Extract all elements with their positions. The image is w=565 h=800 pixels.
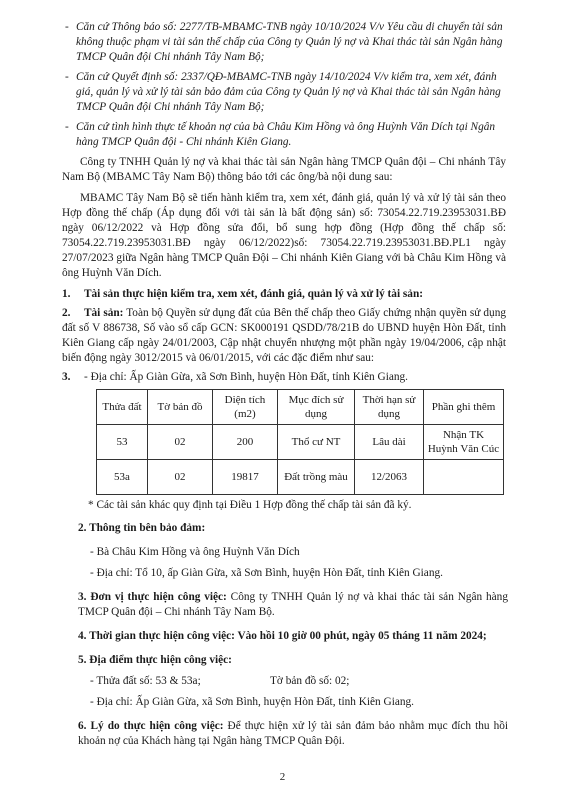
intro-paragraph: MBAMC Tây Nam Bộ sẽ tiến hành kiểm tra, xem xét, đánh giá, quản lý và xử lý tài sản theo Hợp đồng thế chấp (Áp dụng đối với tài sản là bất động sản) số: 73054.22.719.23953031.BĐ ngày 06/12/2022 và Hợp đồng sửa đổi, bổ sung hợp đồng (Hợp đồng thế chấp số: 73054.22.719.23953031.BĐ ngày 06/12/2022)số: 73054.22.719.23953031.BĐ.PL1 ngày 27/07/2023 giữa Ngân hàng TMCP Quân Đội – Chi nhánh Kiên Giang với bà Châu Kim Hồng và ông Huỳnh Văn Dích.	[62, 192, 506, 279]
guarantor-address: - Địa chỉ: Tổ 10, ấp Giàn Gừa, xã Sơn Bình, huyện Hòn Đất, tỉnh Kiên Giang.	[90, 567, 443, 579]
table-cell: 53	[97, 425, 148, 460]
table-row	[97, 425, 504, 460]
table-cell: 12/2063	[355, 460, 424, 495]
table-cell: 200	[213, 425, 278, 460]
legal-basis-item: - Căn cứ Thông báo số: 2277/TB-MBAMC-TNB ngày 10/10/2024 V/v Yêu cầu di chuyển tài sản không thuộc phạm vi tài sản thế chấp của Công ty Quản lý nợ và Khai thác tài sản Ngân hàng TMCP Quân đội Chi nhánh Tây Nam Bộ;	[65, 21, 503, 63]
location-address: - Địa chỉ: Ấp Giàn Gừa, xã Sơn Bình, huyện Hòn Đất, tỉnh Kiên Giang.	[90, 696, 414, 708]
legal-basis-item: - Căn cứ Quyết định số: 2337/QĐ-MBAMC-TNB ngày 14/10/2024 V/v kiểm tra, xem xét, đánh giá, quản lý và xử lý tài sản bảo đảm của Công ty Quản lý nợ và Khai thác tài sản Ngân hàng TMCP Quân đội Chi nhánh Tây Nam Bộ;	[65, 71, 501, 113]
table-header: Thời hạn sử dụng	[355, 390, 424, 425]
section-2-asset: 2. Tài sản: Toàn bộ Quyền sử dụng đất của Bên thế chấp theo Giấy chứng nhận quyền sử dụng đất số V 886738, Số vào sổ cấp GCN: SK000191 QSDD/78/21B do UBND huyện Hòn Đất, tỉnh Kiên Giang cấp ngày 24/01/2003, Cập nhật chuyển nhượng một phần ngày 19/04/2006, cập nhật biến động ngày 3012/2015 và 06/01/2015, với các đặc điểm như sau:	[62, 307, 506, 364]
section-4-time: 4. Thời gian thực hiện công việc: Vào hồi 10 giờ 00 phút, ngày 05 tháng 11 năm 2024;	[78, 630, 487, 642]
section-5-location: 5. Địa điểm thực hiện công việc:	[78, 654, 232, 666]
table-cell	[424, 460, 504, 495]
table-cell: Nhận TK Huỳnh Văn Cúc	[424, 425, 504, 460]
page-number: 2	[279, 771, 286, 783]
guarantor-name: - Bà Châu Kim Hồng và ông Huỳnh Văn Dích	[90, 546, 300, 558]
table-cell: 19817	[213, 460, 278, 495]
table-note: * Các tài sản khác quy định tại Điều 1 Hợp đồng thế chấp tài sản đã ký.	[88, 499, 412, 511]
table-cell: Đất trồng màu	[278, 460, 355, 495]
table-row	[97, 460, 504, 495]
section-3-address: 3. - Địa chỉ: Ấp Giàn Gừa, xã Sơn Bình, huyện Hòn Đất, tỉnh Kiên Giang.	[62, 371, 408, 383]
legal-basis-item: - Căn cứ tình hình thực tế khoản nợ của bà Châu Kim Hồng và ông Huỳnh Văn Dích tại Ngân hàng TMCP Quân đội - Chi nhánh Kiên Giang.	[65, 121, 496, 148]
section-6-reason: 6. Lý do thực hiện công việc: Để thực hiện xử lý tài sản đảm bảo nhằm mục đích thu hồi khoản nợ của Khách hàng tại Ngân hàng TMCP Quân Đội.	[78, 720, 508, 747]
table-header: Tờ bản đồ	[148, 390, 213, 425]
section-3-executor: 3. Đơn vị thực hiện công việc: Công ty TNHH Quản lý nợ và khai thác tài sản Ngân hàng TMCP Quân đội – Chi nhánh Tây Nam Bộ.	[78, 591, 508, 618]
table-header: Thửa đất	[97, 390, 148, 425]
table-cell: 02	[148, 425, 213, 460]
land-parcel-table	[96, 389, 504, 495]
section-2-guarantor: 2. Thông tin bên bảo đảm:	[78, 522, 206, 534]
table-header-row	[97, 390, 504, 425]
intro-paragraph: Công ty TNHH Quản lý nợ và khai thác tài sản Ngân hàng TMCP Quân đội – Chi nhánh Tây Nam Bộ (MBAMC Tây Nam Bộ) thông báo tới các ông/bà nội dung sau:	[62, 156, 506, 183]
table-cell: Lâu dài	[355, 425, 424, 460]
parcel-info: - Thửa đất số: 53 & 53a; Tờ bản đồ số: 02;	[90, 675, 350, 687]
table-header: Phần ghi thêm	[424, 390, 504, 425]
table-cell: Thổ cư NT	[278, 425, 355, 460]
table-cell: 53a	[97, 460, 148, 495]
table-header: Diện tích (m2)	[213, 390, 278, 425]
section-1-heading: 1. Tài sản thực hiện kiểm tra, xem xét, đánh giá, quản lý và xử lý tài sản:	[62, 288, 424, 300]
table-cell: 02	[148, 460, 213, 495]
table-header: Mục đích sử dụng	[278, 390, 355, 425]
